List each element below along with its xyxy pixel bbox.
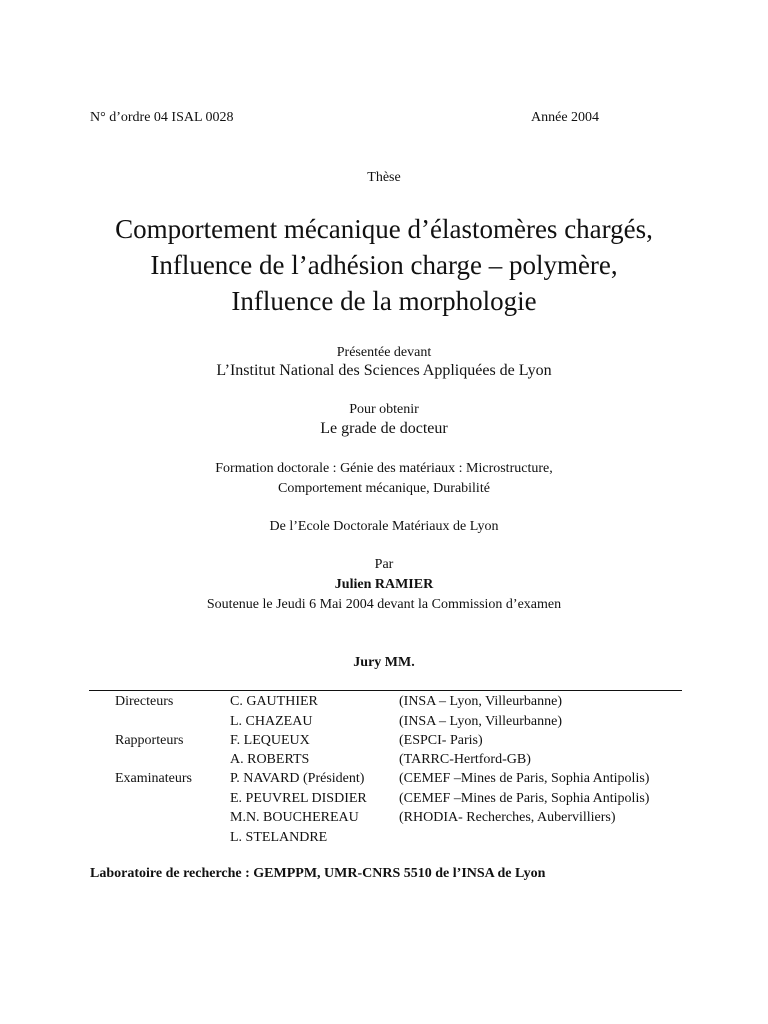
thesis-title-line: Influence de l’adhésion charge – polymère, [150, 250, 618, 280]
jury-affiliation: (INSA – Lyon, Villeurbanne) [399, 714, 562, 729]
jury-affiliation: (INSA – Lyon, Villeurbanne) [399, 694, 562, 709]
jury-member-name: A. ROBERTS [230, 752, 310, 767]
degree-value: Le grade de docteur [320, 420, 448, 437]
jury-member-name: L. CHAZEAU [230, 714, 313, 729]
jury-affiliation: (TARRC-Hertford-GB) [399, 752, 531, 767]
jury-row [0, 733, 768, 753]
jury-row [0, 810, 768, 830]
author-name: Julien RAMIER [334, 577, 434, 592]
jury-role: Directeurs [115, 694, 174, 709]
thesis-title [0, 211, 768, 319]
jury-row [0, 694, 768, 714]
jury-row [0, 791, 768, 811]
year-label: Année 2004 [531, 110, 600, 125]
thesis-title-line: Comportement mécanique d’élastomères chargés, [115, 214, 653, 244]
jury-heading: Jury MM. [353, 655, 415, 670]
degree-label: Pour obtenir [349, 402, 419, 417]
jury-role: Rapporteurs [115, 733, 184, 748]
laboratory-line: Laboratoire de recherche : GEMPPM, UMR-CNRS 5510 de l’INSA de Lyon [90, 866, 546, 881]
jury-row [0, 752, 768, 772]
jury-member-name: C. GAUTHIER [230, 694, 318, 709]
doctoral-school: De l’Ecole Doctorale Matériaux de Lyon [269, 519, 499, 534]
jury-affiliation: (CEMEF –Mines de Paris, Sophia Antipolis) [399, 791, 650, 806]
jury-row [0, 714, 768, 734]
document-type: Thèse [367, 170, 401, 185]
institution-name: L’Institut National des Sciences Appliquées de Lyon [216, 362, 552, 379]
jury-member-name: E. PEUVREL DISDIER [230, 791, 367, 806]
jury-member-name: P. NAVARD (Président) [230, 771, 365, 786]
presented-label: Présentée devant [336, 345, 432, 360]
jury-affiliation: (ESPCI- Paris) [399, 733, 483, 748]
jury-divider [89, 690, 682, 691]
jury-affiliation: (RHODIA- Recherches, Aubervilliers) [399, 810, 616, 825]
formation-line-2: Comportement mécanique, Durabilité [278, 481, 490, 496]
jury-member-name: F. LEQUEUX [230, 733, 310, 748]
thesis-title-line: Influence de la morphologie [231, 286, 537, 316]
order-number: N° d’ordre 04 ISAL 0028 [90, 110, 234, 125]
jury-member-name: L. STELANDRE [230, 830, 328, 845]
by-label: Par [374, 557, 394, 572]
jury-member-name: M.N. BOUCHEREAU [230, 810, 359, 825]
jury-row [0, 771, 768, 791]
defense-date: Soutenue le Jeudi 6 Mai 2004 devant la Commission d’examen [206, 597, 562, 612]
formation-line-1: Formation doctorale : Génie des matériaux : Microstructure, [215, 461, 553, 476]
jury-affiliation: (CEMEF –Mines de Paris, Sophia Antipolis) [399, 771, 650, 786]
jury-role: Examinateurs [115, 771, 192, 786]
jury-row [0, 830, 768, 850]
